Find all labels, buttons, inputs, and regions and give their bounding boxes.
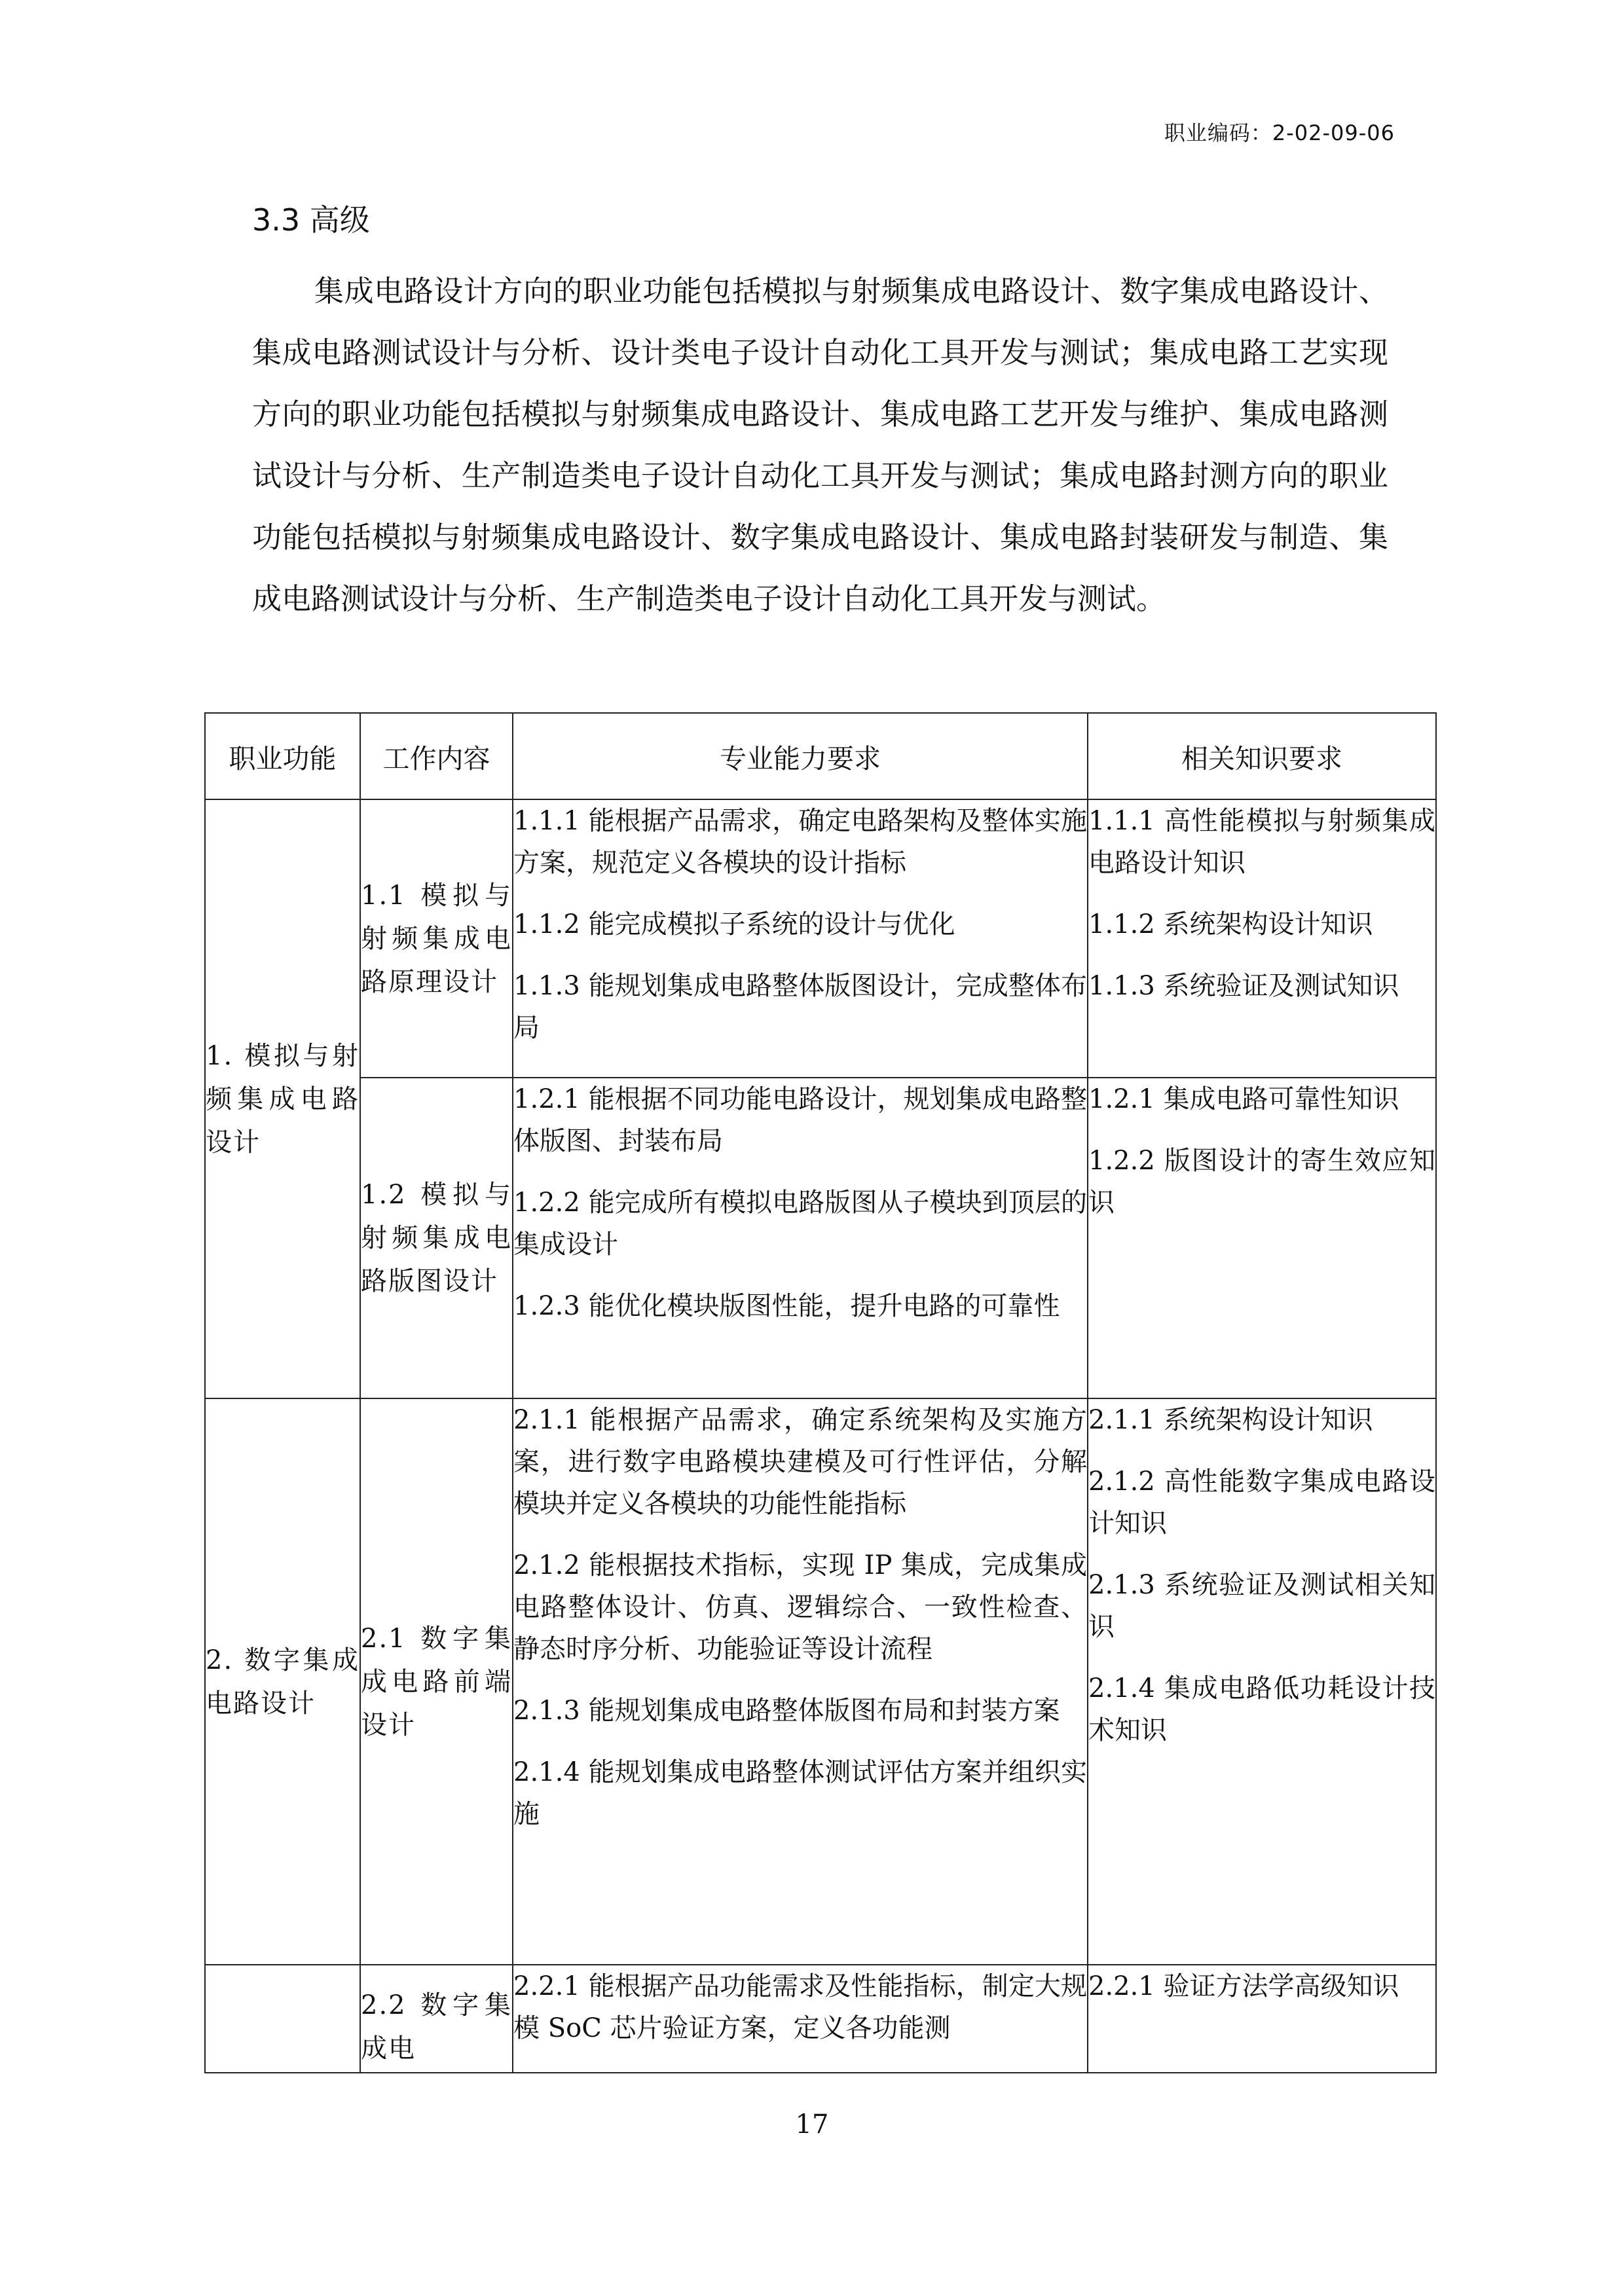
table-row — [205, 1398, 1436, 1965]
page-number: 17 — [795, 2109, 829, 2140]
function-cell-continued — [205, 1965, 360, 2073]
function-cell: 1. 模拟与射频集成电路设计 — [205, 799, 360, 1398]
ability-item: 2.1.4 能规划集成电路整体测试评估方案并组织实施 — [513, 1757, 1087, 1829]
ability-item: 2.2.1 能根据产品功能需求及性能指标，制定大规模 SoC 芯片验证方案，定义各功能测 — [513, 1971, 1087, 2043]
ability-item: 1.1.2 能完成模拟子系统的设计与优化 — [513, 909, 955, 939]
ability-item: 1.1.1 能根据产品需求，确定电路架构及整体实施方案，规范定义各模块的设计指标 — [513, 806, 1087, 878]
work-content-cell: 1.1 模拟与射频集成电路原理设计 — [360, 799, 513, 1078]
ability-item: 2.1.2 能根据技术指标，实现 IP 集成，完成集成电路整体设计、仿真、逻辑综合、一致性检查、静态时序分析、功能验证等设计流程 — [513, 1550, 1087, 1664]
work-content-cell: 2.2 数字集成电 — [360, 1965, 513, 2073]
knowledge-item: 2.1.3 系统验证及测试相关知识 — [1088, 1570, 1435, 1642]
knowledge-cell — [1088, 1965, 1436, 2073]
knowledge-item: 2.1.1 系统架构设计知识 — [1088, 1405, 1373, 1435]
section-title: 3.3 高级 — [252, 202, 370, 238]
work-content-cell: 2.1 数字集成电路前端设计 — [360, 1398, 513, 1965]
header-ability: 专业能力要求 — [513, 713, 1088, 799]
header-function: 职业功能 — [205, 713, 360, 799]
table-header-row — [205, 713, 1436, 799]
work-content-cell: 1.2 模拟与射频集成电路版图设计 — [360, 1078, 513, 1398]
header-work-content: 工作内容 — [360, 713, 513, 799]
ability-cell — [513, 799, 1088, 1078]
ability-item: 2.1.1 能根据产品需求，确定系统架构及实施方案，进行数字电路模块建模及可行性评估，分解模块并定义各模块的功能性能指标 — [513, 1405, 1087, 1519]
function-cell: 2. 数字集成电路设计 — [205, 1398, 360, 1965]
knowledge-item: 1.2.2 版图设计的寄生效应知识 — [1088, 1146, 1435, 1218]
knowledge-cell — [1088, 1398, 1436, 1965]
occupation-code: 职业编码：2-02-09-06 — [1164, 120, 1395, 145]
ability-item: 1.2.1 能根据不同功能电路设计，规划集成电路整体版图、封装布局 — [513, 1084, 1087, 1156]
requirements-table — [204, 712, 1437, 2073]
knowledge-item: 2.1.4 集成电路低功耗设计技术知识 — [1088, 1673, 1435, 1745]
knowledge-item: 2.2.1 验证方法学高级知识 — [1088, 1971, 1399, 2001]
table-row — [205, 1078, 1436, 1398]
table-row — [205, 799, 1436, 1078]
knowledge-item: 1.1.2 系统架构设计知识 — [1088, 909, 1373, 939]
ability-cell — [513, 1965, 1088, 2073]
knowledge-cell — [1088, 1078, 1436, 1398]
ability-item: 1.2.2 能完成所有模拟电路版图从子模块到顶层的集成设计 — [513, 1188, 1087, 1260]
ability-cell — [513, 1078, 1088, 1398]
knowledge-item: 1.1.1 高性能模拟与射频集成电路设计知识 — [1088, 806, 1435, 878]
ability-item: 2.1.3 能规划集成电路整体版图布局和封装方案 — [513, 1696, 1060, 1726]
ability-item: 1.1.3 能规划集成电路整体版图设计，完成整体布局 — [513, 971, 1087, 1043]
intro-paragraph: 集成电路设计方向的职业功能包括模拟与射频集成电路设计、数字集成电路设计、集成电路测试设计与分析、设计类电子设计自动化工具开发与测试；集成电路工艺实现方向的职业功能包括模拟与射频集成电路设计、集成电路工艺开发与维护、集成电路测试设计与分析、生产制造类电子设计自动化工具开发与测试；集成电路封测方向的职业功能包括模拟与射频集成电路设计、数字集成电路设计、集成电路封装研发与制造、集成电路测试设计与分析、生产制造类电子设计自动化工具开发与测试。 — [252, 274, 1388, 616]
knowledge-item: 1.1.3 系统验证及测试知识 — [1088, 971, 1399, 1001]
knowledge-item: 1.2.1 集成电路可靠性知识 — [1088, 1084, 1399, 1114]
knowledge-item: 2.1.2 高性能数字集成电路设计知识 — [1088, 1467, 1435, 1539]
header-knowledge: 相关知识要求 — [1088, 713, 1436, 799]
knowledge-cell — [1088, 799, 1436, 1078]
table-row — [205, 1965, 1436, 2073]
ability-cell — [513, 1398, 1088, 1965]
ability-item: 1.2.3 能优化模块版图性能，提升电路的可靠性 — [513, 1291, 1060, 1321]
